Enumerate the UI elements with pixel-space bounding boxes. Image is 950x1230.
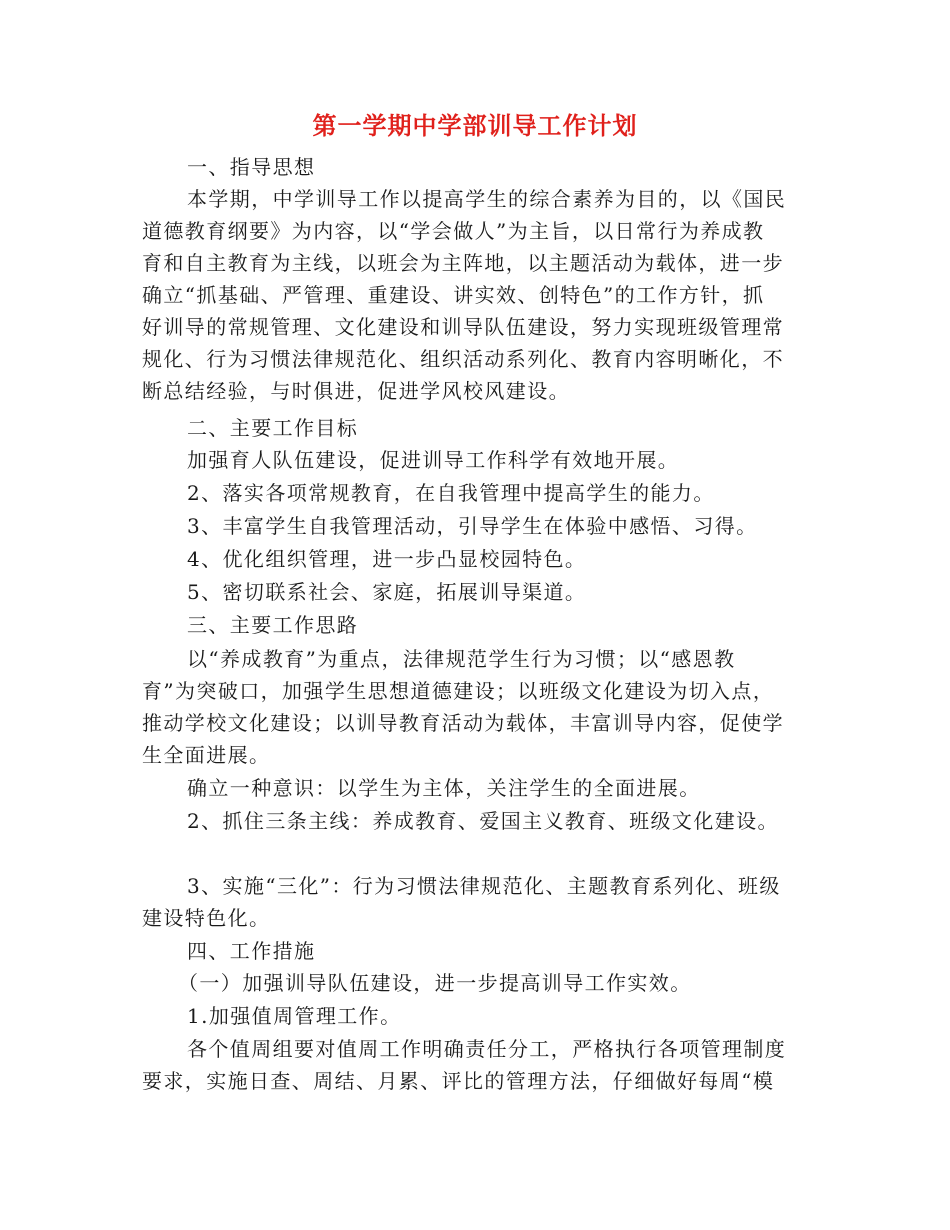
sub-item-heading: 1.加强值周管理工作。 <box>187 1004 402 1028</box>
subsection-heading: （一）加强训导队伍建设，进一步提高训导工作实效。 <box>178 971 692 995</box>
list-item: 3、丰富学生自我管理活动，引导学生在体验中感悟、习得。 <box>187 514 758 538</box>
list-item: 2、抓住三条主线：养成教育、爱国主义教育、班级文化建设。 <box>187 809 779 833</box>
paragraph-line: 确立“抓基础、严管理、重建设、讲实效、创特色”的工作方针，抓 <box>142 283 765 307</box>
document-title: 第一学期中学部训导工作计划 <box>312 112 638 140</box>
paragraph-line: 要求，实施日查、周结、月累、评比的管理方法，仔细做好每周“模 <box>142 1069 775 1093</box>
section-heading-2: 二、主要工作目标 <box>187 416 359 440</box>
section-heading-4: 四、工作措施 <box>187 939 316 963</box>
section-heading-1: 一、指导思想 <box>187 155 316 179</box>
list-item: 2、落实各项常规教育，在自我管理中提高学生的能力。 <box>187 481 715 505</box>
paragraph-line: 育和自主教育为主线，以班会为主阵地，以主题活动为载体，进一步 <box>142 251 784 275</box>
paragraph-line: 推动学校文化建设；以训导教育活动为载体，丰富训导内容，促使学 <box>142 711 784 735</box>
list-item: 4、优化组织管理，进一步凸显校园特色。 <box>187 547 587 571</box>
list-item: 确立一种意识：以学生为主体，关注学生的全面进展。 <box>187 776 701 800</box>
paragraph-line: 好训导的常规管理、文化建设和训导队伍建设，努力实现班级管理常 <box>142 315 784 339</box>
paragraph-line: 道德教育纲要》为内容，以“学会做人”为主旨，以日常行为养成教 <box>142 219 765 243</box>
paragraph-line: 以“养成教育”为重点，法律规范学生行为习惯；以“感恩教 <box>187 647 736 671</box>
list-item: 5、密切联系社会、家庭，拓展训导渠道。 <box>187 580 587 604</box>
list-item: 加强育人队伍建设，促进训导工作科学有效地开展。 <box>187 448 680 472</box>
paragraph-line: 建设特色化。 <box>142 906 271 930</box>
paragraph-line: 本学期，中学训导工作以提高学生的综合素养为目的，以《国民 <box>187 187 787 211</box>
section-heading-3: 三、主要工作思路 <box>187 613 359 637</box>
paragraph-line: 生全面进展。 <box>142 743 271 767</box>
list-item: 3、实施“三化”：行为习惯法律规范化、主题教育系列化、班级 <box>187 874 781 898</box>
paragraph-line: 各个值周组要对值周工作明确责任分工，严格执行各项管理制度 <box>187 1037 787 1061</box>
paragraph-line: 育”为突破口，加强学生思想道德建设；以班级文化建设为切入点， <box>142 679 775 703</box>
paragraph-line: 规化、行为习惯法律规范化、组织活动系列化、教育内容明晰化，不 <box>142 347 784 371</box>
paragraph-line: 断总结经验，与时俱进，促进学风校风建设。 <box>142 379 570 403</box>
